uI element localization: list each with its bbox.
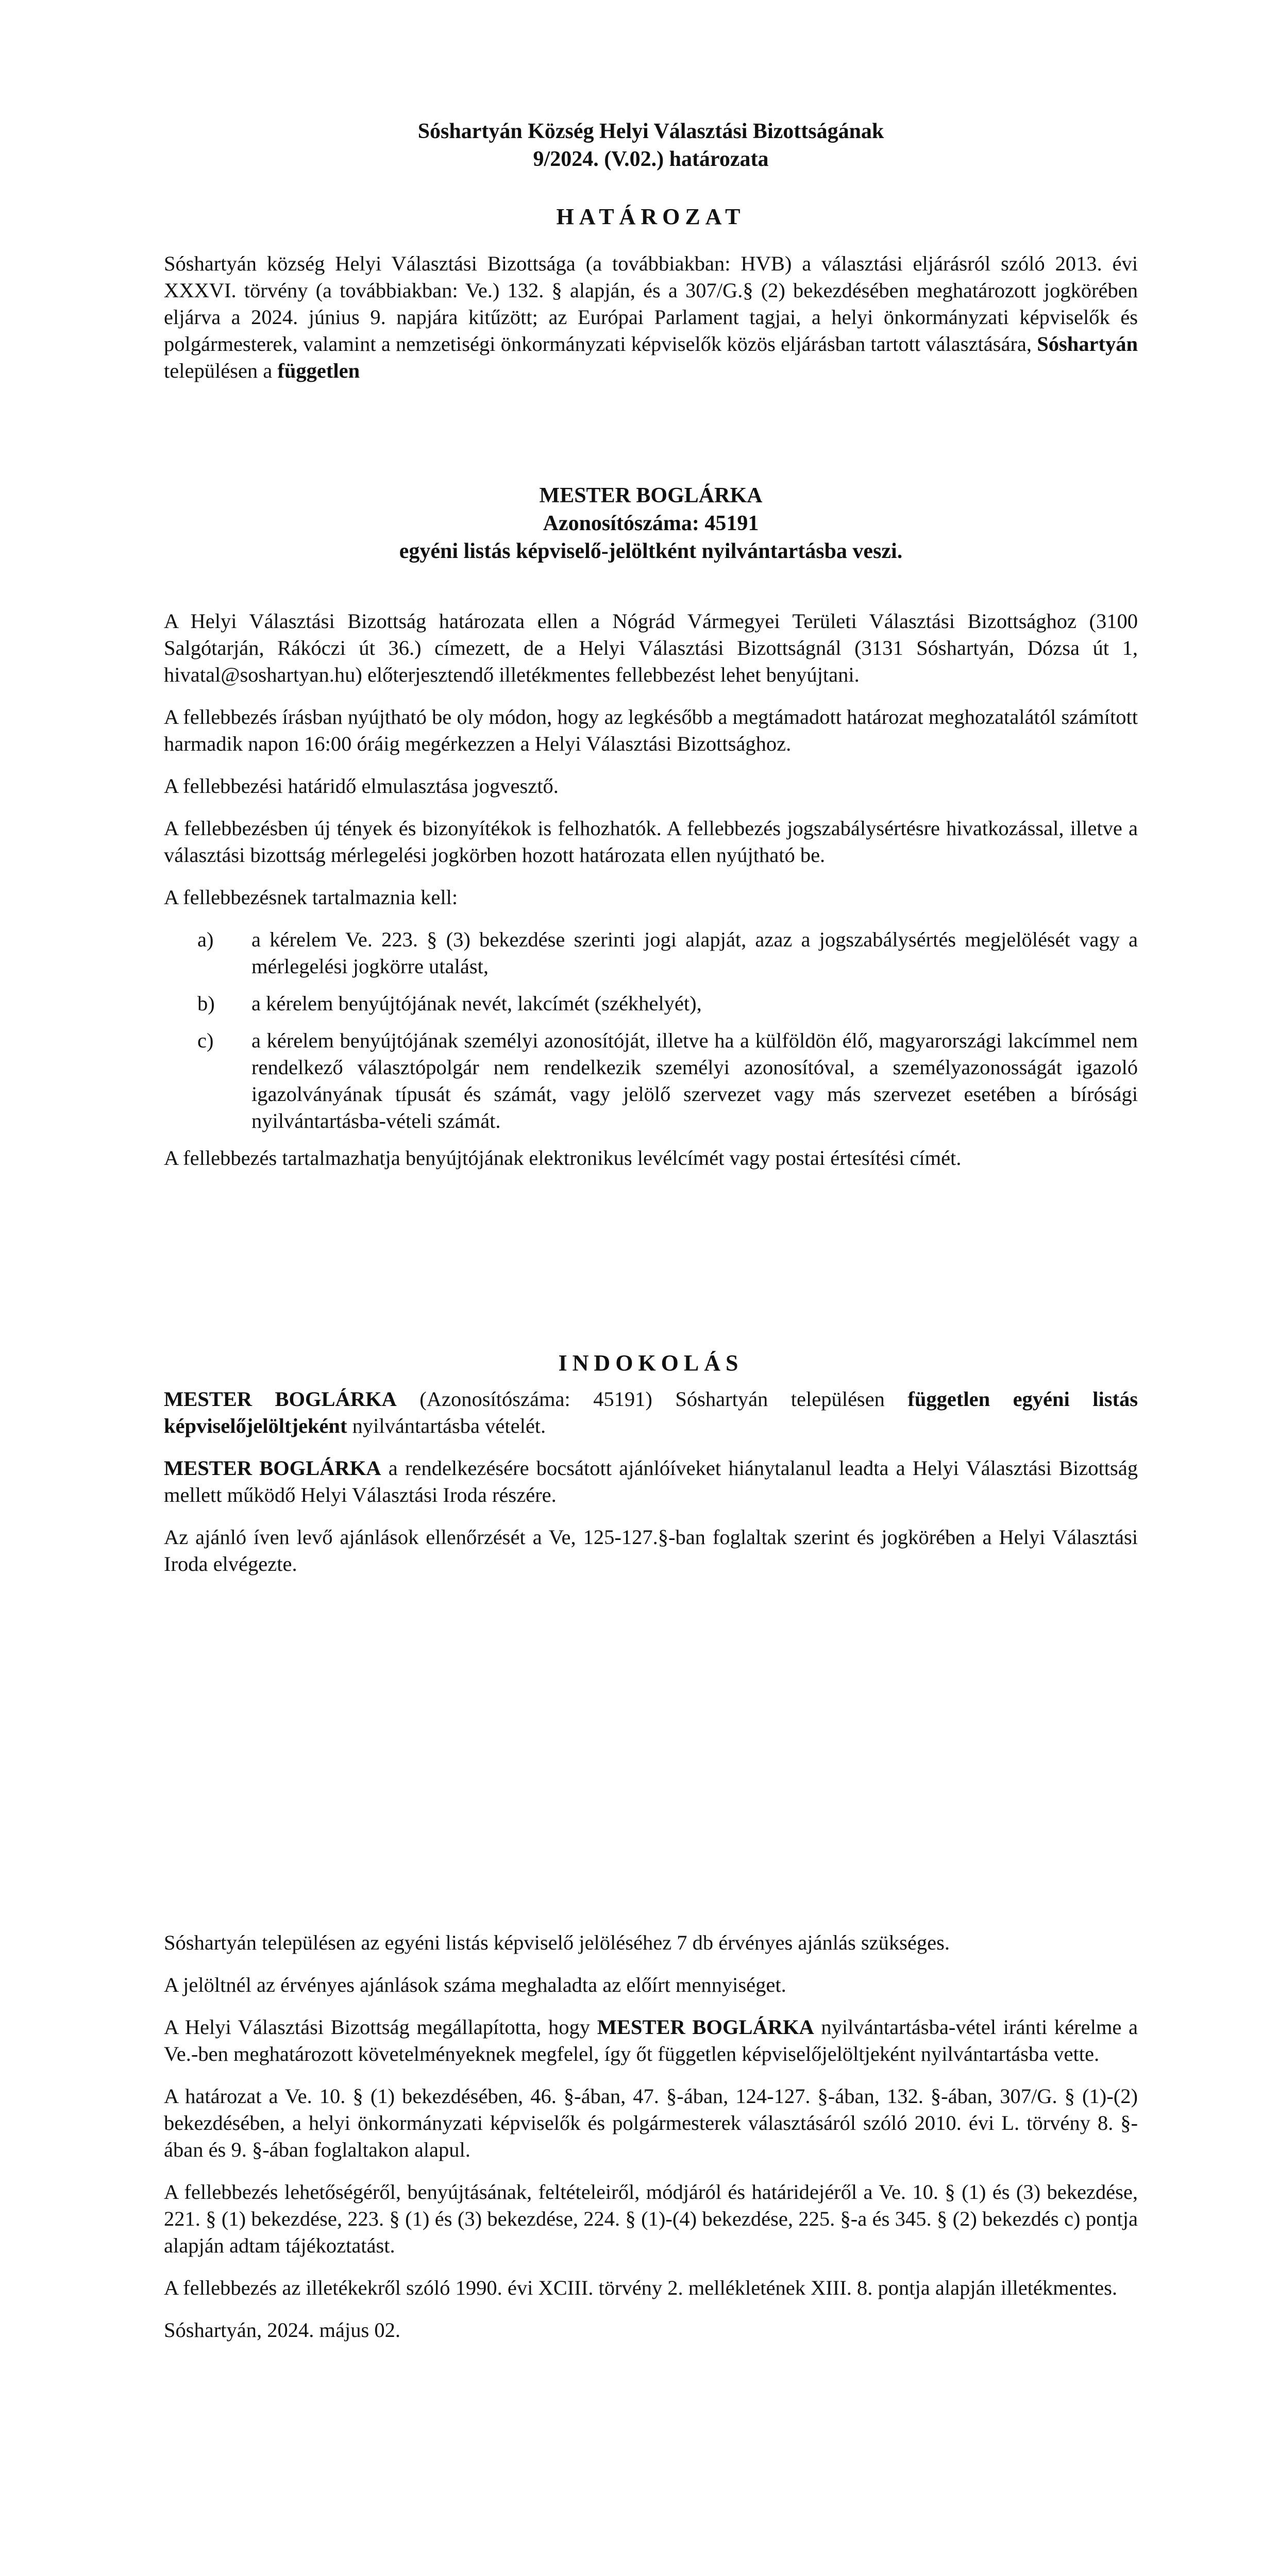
continued-paragraph-3	[164, 2014, 1138, 2067]
list-item-text: a kérelem benyújtójának személyi azonosítóját, illetve ha a külföldön élő, magyarországi lakcímmel nem rendelkező választópolgár nem rendelkezik személyi azonosítóval, a személyazonosságát igazoló igazolványának típusát és számát, vagy jelölő szervezet vagy más szervezet esetében a bírósági nyilvántartásba-vételi számát.	[251, 1029, 1138, 1132]
reasoning-text: a rendelkezésére bocsátott ajánlóíveket hiánytalanul leadta a Helyi Választási Bizottság mellett működő Helyi Választási Iroda részére.	[164, 1456, 1138, 1506]
indokolas-heading-block	[164, 1350, 1138, 1377]
continued-text: A Helyi Választási Bizottság megállapította, hogy	[164, 2015, 590, 2039]
reasoning-candidate-name: MESTER BOGLÁRKA	[164, 1387, 397, 1411]
list-marker: a)	[197, 928, 214, 951]
candidate-id: Azonosítószáma: 45191	[543, 512, 759, 535]
reasoning-text: (Azonosítószáma: 45191) Sóshartyán településen	[419, 1387, 885, 1411]
continued-paragraph-4: A határozat a Ve. 10. § (1) bekezdésében, 46. §-ában, 47. §-ában, 124-127. §-ában, 132. §-ában, 307/G. § (1)-(2) bekezdésében, a helyi önkormányzati képviselők és polgármesterek választásáról szóló 2010. évi L. törvény 8. §-ában és 9. §-ában foglaltakon alapul.	[164, 2084, 1138, 2161]
list-marker: b)	[197, 992, 215, 1015]
candidate-decision: egyéni listás képviselő-jelöltként nyilvántartásba veszi.	[399, 539, 903, 563]
intro-block	[164, 250, 1138, 400]
candidate-block	[164, 482, 1138, 565]
reasoning-block	[164, 1386, 1138, 1593]
list-marker: c)	[197, 1029, 214, 1052]
list-item	[164, 926, 1138, 980]
appeal-paragraph-6: A fellebbezés tartalmazhatja benyújtójának elektronikus levélcímét vagy postai értesítési címét.	[164, 1146, 962, 1170]
indokolas-heading: INDOKOLÁS	[558, 1350, 744, 1376]
list-item-text: a kérelem Ve. 223. § (3) bekezdése szerinti jogi alapját, azaz a jogszabálysértés megjelölését vagy a mérlegelési jogkörre utalást,	[251, 928, 1138, 978]
list-item	[164, 990, 1138, 1017]
intro-text-mid: településen a	[164, 359, 273, 382]
list-item-text: a kérelem benyújtójának nevét, lakcímét (székhelyét),	[251, 992, 702, 1015]
header-line-2: 9/2024. (V.02.) határozata	[533, 147, 769, 171]
appeal-block	[164, 608, 1138, 1187]
appeal-paragraph-5: A fellebbezésnek tartalmaznia kell:	[164, 886, 458, 909]
appeal-paragraph-3: A fellebbezési határidő elmulasztása jogvesztő.	[164, 774, 559, 798]
list-item	[164, 1027, 1138, 1134]
appeal-requirements-list	[164, 926, 1138, 1134]
intro-settlement: Sóshartyán	[1037, 332, 1138, 355]
appeal-paragraph-4: A fellebbezésben új tények és bizonyítékok is felhozhatók. A fellebbezés jogszabálysértésre hivatkozással, illetve a választási bizottság mérlegelési jogkörben hozott határozata ellen nyújtható be.	[164, 817, 1138, 867]
reasoning-paragraph-1	[164, 1386, 1138, 1439]
reasoning-paragraph-3: Az ajánló íven levő ajánlások ellenőrzését a Ve, 125-127.§-ban foglaltak szerint és jogkörében a Helyi Választási Iroda elvégezte.	[164, 1526, 1138, 1575]
hatarozat-heading-block	[164, 204, 1138, 230]
intro-independent: független	[277, 359, 360, 382]
continued-paragraph-1: Sóshartyán településen az egyéni listás képviselő jelöléséhez 7 db érvényes ajánlás szükséges.	[164, 1931, 950, 1954]
continued-text-rest: nyilvántartásba-vétel iránti kérelme a Ve.-ben meghatározott követelményeknek megfelel, így őt független képviselőjelöltjeként nyilvántartásba vette.	[164, 2015, 1138, 2065]
continued-block	[164, 1929, 1138, 2359]
reasoning-text-end: nyilvántartásba vételét.	[352, 1414, 546, 1437]
continued-paragraph-6: A fellebbezés az illetékekről szóló 1990. évi XCIII. törvény 2. mellékletének XIII. 8. pontja alapján illetékmentes.	[164, 2276, 1117, 2299]
candidate-name: MESTER BOGLÁRKA	[539, 484, 763, 507]
reasoning-candidate-name: MESTER BOGLÁRKA	[164, 1456, 381, 1480]
continued-paragraph-5: A fellebbezés lehetőségéről, benyújtásának, feltételeiről, módjáról és határidejéről a Ve. 10. § (1) és (3) bekezdése, 221. § (1) bekezdése, 223. § (1) és (3) bekezdése, 224. § (1)-(4) bekezdése, 225. §-a és 345. § (2) bekezdés c) pontja alapján adtam tájékoztatást.	[164, 2180, 1138, 2257]
intro-text-pre: Sóshartyán község Helyi Választási Bizottsága (a továbbiakban: HVB) a választási eljárásról szóló 2013. évi XXXVI. törvény (a továbbiakban: Ve.) 132. § alapján, és a 307/G.§ (2) bekezdésében meghatározott jogkörében eljárva a 2024. június 9. napjára kitűzött; az Európai Parlament tagjai, a helyi önkormányzati képviselők és polgármesterek, valamint a nemzetiségi önkormányzati képviselők közös eljárásban tartott választására,	[164, 252, 1138, 355]
document-header	[164, 117, 1138, 173]
hatarozat-heading: HATÁROZAT	[556, 204, 746, 229]
header-line-1: Sóshartyán Község Helyi Választási Bizottságának	[417, 120, 884, 143]
continued-paragraph-2: A jelöltnél az érvényes ajánlások száma meghaladta az előírt mennyiséget.	[164, 1973, 786, 1996]
reasoning-paragraph-2	[164, 1455, 1138, 1509]
appeal-paragraph-1: A Helyi Választási Bizottság határozata ellen a Nógrád Vármegyei Területi Választási Bizottsághoz (3100 Salgótarján, Rákóczi út 36.) címezett, de a Helyi Választási Bizottságnál (3131 Sóshartyán, Dózsa út 1, hivatal@soshartyan.hu) előterjesztendő illetékmentes fellebbezést lehet benyújtani.	[164, 609, 1138, 686]
appeal-paragraph-2: A fellebbezés írásban nyújtható be oly módon, hogy az legkésőbb a megtámadott határozat meghozatalától számított harmadik napon 16:00 óráig megérkezzen a Helyi Választási Bizottsághoz.	[164, 705, 1138, 755]
document-date: Sóshartyán, 2024. május 02.	[164, 2318, 400, 2342]
intro-paragraph	[164, 250, 1138, 384]
continued-candidate-name: MESTER BOGLÁRKA	[597, 2015, 814, 2039]
reasoning-status: független egyéni listás képviselőjelöltjeként	[164, 1387, 1138, 1437]
